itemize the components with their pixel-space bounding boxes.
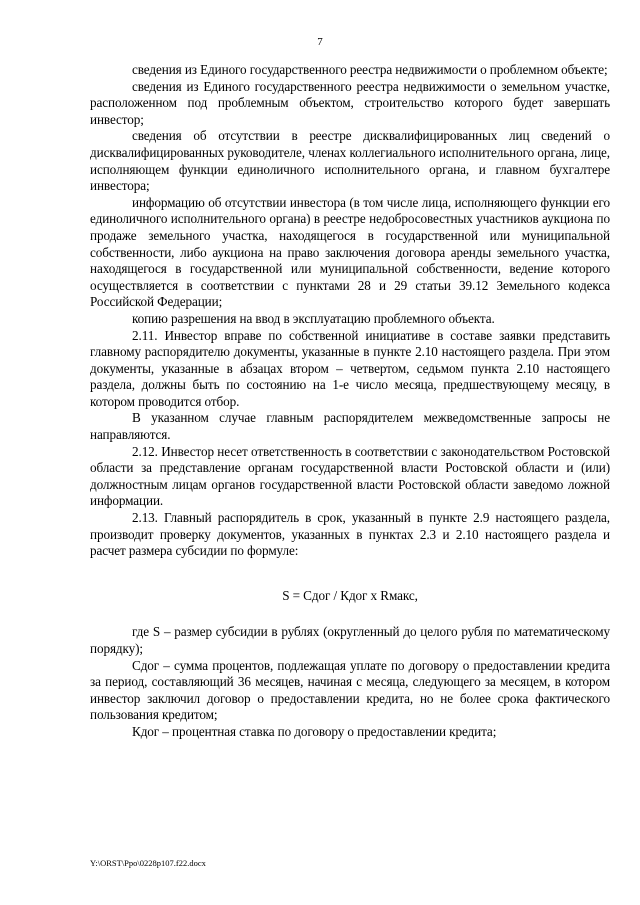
paragraph: информацию об отсутствии инвестора (в том числе лица, исполняющего функции его единоличного исполнительного органа) в реестре недобросовестных участников аукциона по продаже земельного участка, находящегося в государственной или муниципальной собственности, либо аукциона на право заключения договора аренды земельного участка, находящегося в государственной или муниципальной собственности, ведение которого осуществляется в соответствии с пунктами 28 и 29 статьи 39.12 Земельного кодекса Российской Федерации; [90,194,610,310]
paragraph: где S – размер субсидии в рублях (округленный до целого рубля по математическому порядку); [90,624,610,656]
paragraph: сведения об отсутствии в реестре дисквалифицированных лиц сведений о дисквалифицированных руководителе, членах коллегиального исполнительного органа, лице, исполняющем функции единоличного исполнительного органа, и главном бухгалтере инвестора; [90,128,610,194]
paragraph: 2.11. Инвестор вправе по собственной инициативе в составе заявки представить главному распорядителю документы, указанные в пункте 2.10 настоящего раздела. При этом документы, указанные в абзацах втором – четвертом, седьмом пункта 2.10 настоящего раздела, должны быть по состоянию на 1-е число месяца, предшествующему месяцу, в котором проводится отбор. [90,327,610,409]
footer-file-path: Y:\ORST\Ppo\0228p107.f22.docx [90,858,206,868]
paragraph: Сдог – сумма процентов, подлежащая уплате по договору о предоставлении кредита за период, составляющий 36 месяцев, начиная с месяца, следующего за месяцем, в котором инвестор заключил договор о предоставлении кредита, но не более срока фактического пользования кредитом; [90,657,610,723]
paragraph: 2.13. Главный распорядитель в срок, указанный в пункте 2.9 настоящего раздела, производит проверку документов, указанных в пунктах 2.3 и 2.10 настоящего раздела и расчет размера субсидии по формуле: [90,510,610,559]
paragraph: сведения из Единого государственного реестра недвижимости о земельном участке, расположенном под проблемным объектом, строительство которого будет завершать инвестор; [90,78,610,127]
subsidy-formula: S = Сдог / Кдог x Rмакс, [282,587,418,603]
paragraph: 2.12. Инвестор несет ответственность в соответствии с законодательством Ростовской области за представление органам государственной власти Ростовской области и (или) должностным лицам органов государственной власти Ростовской области заведомо ложной информации. [90,443,610,509]
paragraph: копию разрешения на ввод в эксплуатацию проблемного объекта. [132,310,495,326]
page-number: 7 [317,36,323,48]
paragraph: В указанном случае главным распорядителем межведомственные запросы не направляются. [90,410,610,443]
paragraph: Кдог – процентная ставка по договору о предоставлении кредита; [132,723,497,739]
document-body [90,62,610,741]
paragraph: сведения из Единого государственного реестра недвижимости о проблемном объекте; [132,62,608,77]
